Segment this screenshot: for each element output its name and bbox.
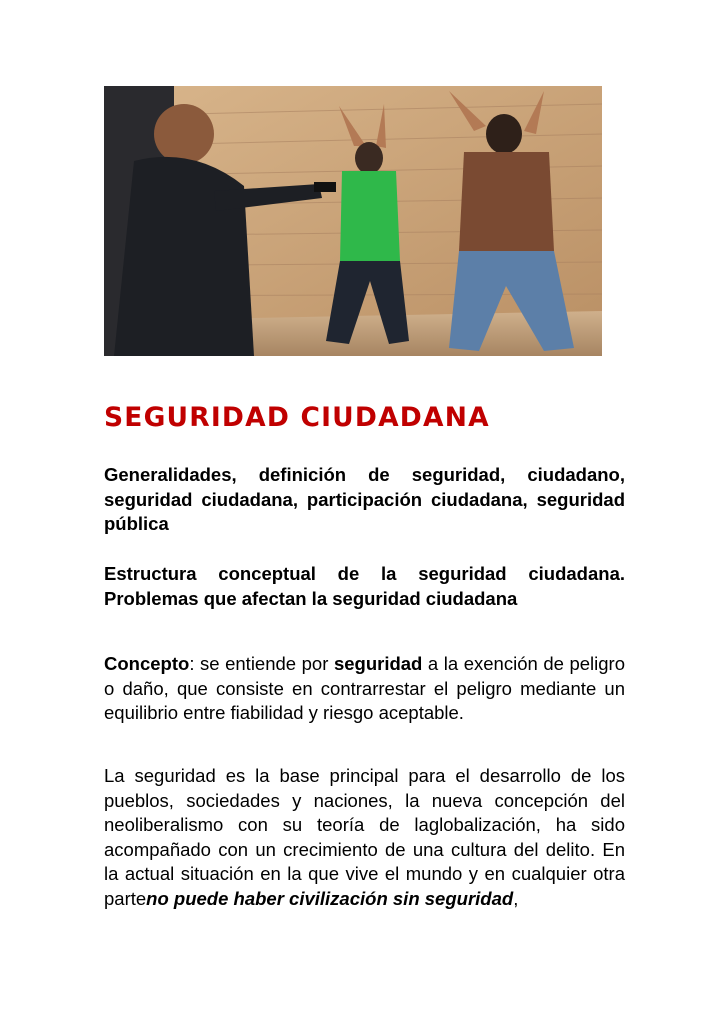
topics-paragraph: Generalidades, definición de seguridad, ciudadano, seguridad ciudadana, participación ciudadana, seguridad pública: [104, 464, 625, 534]
police-arrest-photo: [104, 86, 602, 356]
concept-separator: : se entiende por: [189, 653, 334, 674]
concept-term: Concepto: [104, 653, 190, 674]
body-tail: ,: [513, 887, 519, 909]
document-title: SEGURIDAD CIUDADANA: [104, 402, 490, 433]
concept-paragraph: [104, 652, 625, 726]
body-emphasis: no puede haber civilización sin seguridad: [146, 887, 514, 909]
concept-keyword: seguridad: [333, 653, 423, 674]
structure-paragraph: Estructura conceptual de la seguridad ciudadana. Problemas que afectan la seguridad ciudadana: [104, 563, 625, 609]
body-paragraph: [104, 764, 625, 911]
concept-rest: a la exención de peligro o daño, que consiste en contrarrestar el peligro mediante un equilibrio entre fiabilidad y riesgo aceptable.: [104, 653, 625, 723]
body-text: La seguridad es la base principal para el desarrollo de los pueblos, sociedades y naciones, la nueva concepción del neoliberalismo con su teoría de laglobalización, ha sido acompañado con un crecimiento de una cultura del delito. En la actual situación en la que vive el mundo y en cualquier otra parte: [104, 765, 625, 909]
